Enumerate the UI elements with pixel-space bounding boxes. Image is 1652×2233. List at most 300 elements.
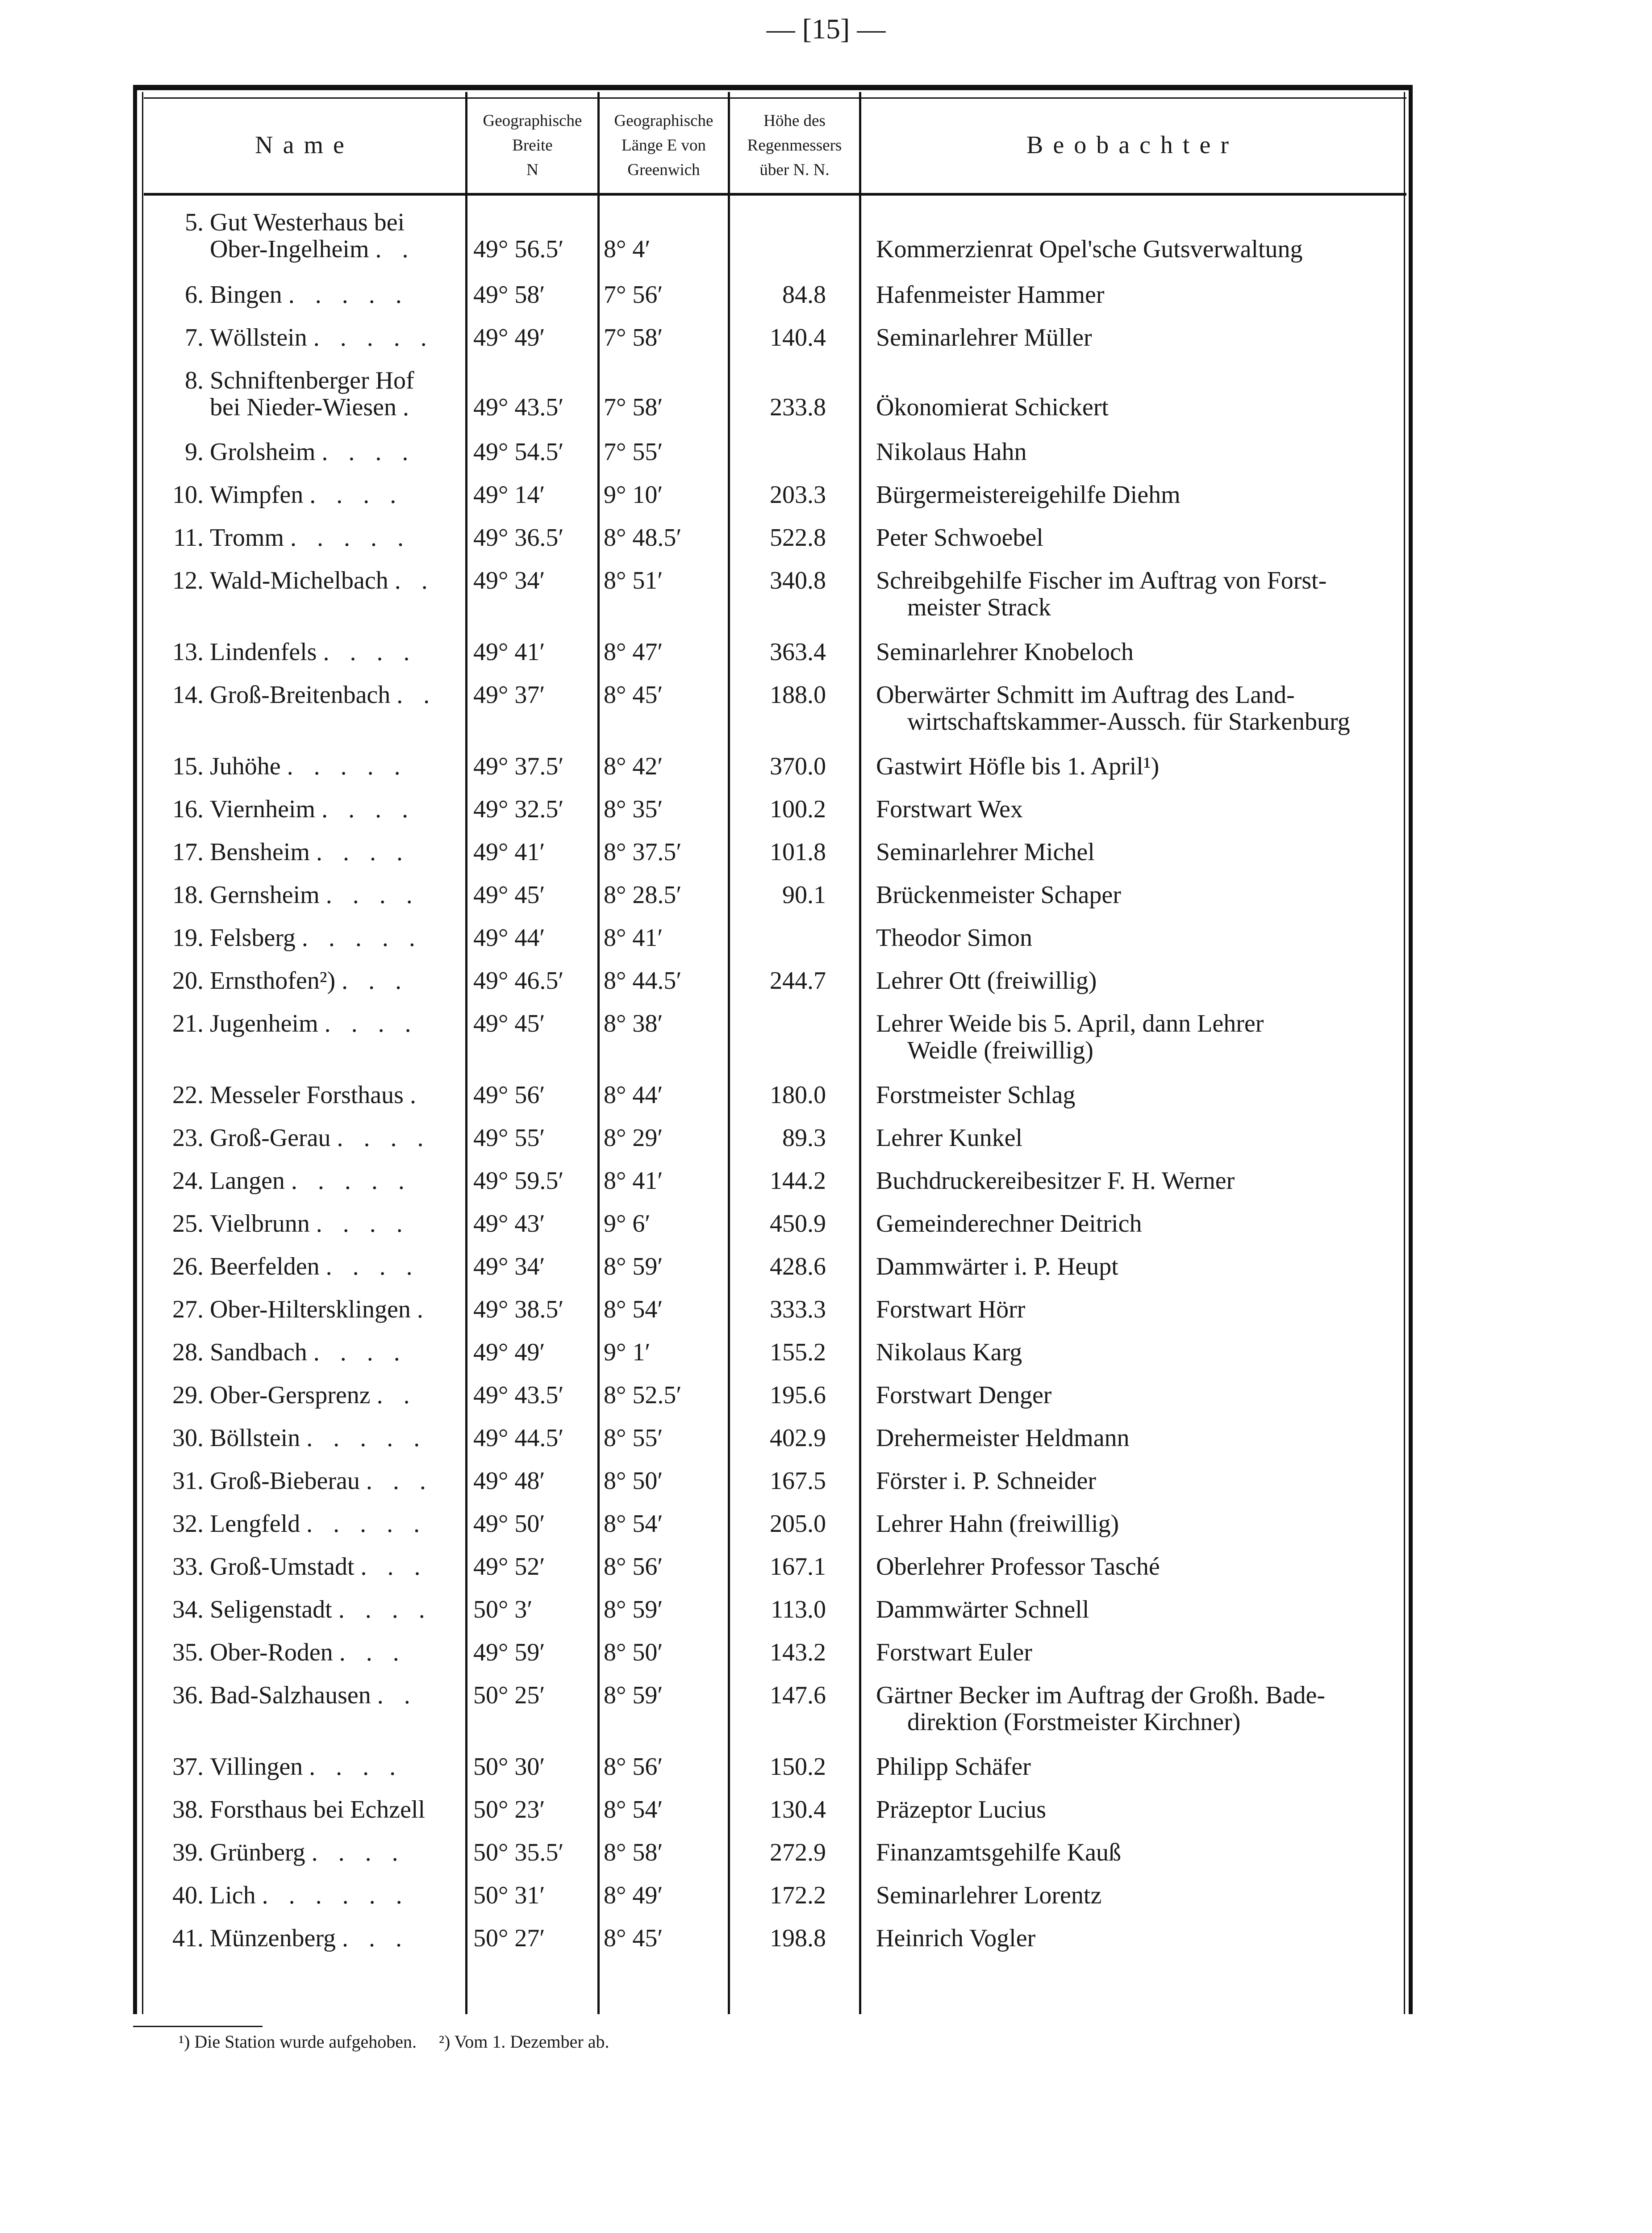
station-name: Lich — [210, 1882, 256, 1909]
longitude-cell: 8° 47′ — [604, 638, 663, 666]
station-number: 7. — [185, 324, 204, 351]
height-cell: 188.0 — [770, 681, 826, 709]
station-name: Wald-Michelbach — [210, 567, 388, 594]
station-number: 29. — [172, 1381, 204, 1409]
station-name: Ober-Roden — [210, 1639, 333, 1666]
height-cell: 370.0 — [770, 753, 826, 780]
header-longitude-line1: Geographische — [614, 111, 713, 130]
observer-text-line2: wirtschaftskammer-Aussch. für Starkenburg — [907, 708, 1350, 736]
header-observer-label: Beobachter — [1026, 131, 1239, 159]
station-name-cell — [151, 1125, 459, 1151]
observer-text: Forstwart Denger — [876, 1381, 1052, 1409]
station-number: 15. — [172, 753, 204, 780]
station-name-cell — [151, 1510, 459, 1537]
latitude-cell: 49° 44′ — [473, 924, 545, 952]
observer-cell — [876, 1639, 1398, 1666]
observer-cell — [876, 1253, 1398, 1280]
station-name-cell — [151, 1796, 459, 1823]
leader-dots: . . . . . — [287, 753, 408, 780]
height-cell: 167.1 — [770, 1553, 826, 1581]
observer-text: Oberwärter Schmitt im Auftrag des Land- — [876, 681, 1295, 709]
observer-text: Nikolaus Hahn — [876, 438, 1027, 466]
leader-dots: . . . . — [311, 1839, 405, 1866]
leader-dots: . . . . — [325, 881, 420, 909]
height-cell: 90.1 — [782, 881, 826, 909]
height-cell: 195.6 — [770, 1381, 826, 1409]
observer-cell — [876, 281, 1398, 308]
station-name-cell — [151, 924, 459, 951]
leader-dots: . . . . . — [288, 281, 409, 309]
observer-cell — [876, 1796, 1398, 1823]
station-name-cell — [151, 1296, 459, 1323]
observer-text: Seminarlehrer Lorentz — [876, 1882, 1102, 1909]
leader-dots: . . — [376, 1381, 417, 1409]
station-number: 23. — [172, 1124, 204, 1152]
latitude-cell: 49° 37′ — [473, 681, 545, 709]
observer-cell — [876, 839, 1398, 866]
station-number: 6. — [185, 281, 204, 309]
station-number: 11. — [173, 524, 204, 552]
station-number: 14. — [172, 681, 204, 709]
station-number: 31. — [172, 1467, 204, 1495]
observer-text: Seminarlehrer Knobeloch — [876, 638, 1134, 666]
station-name: Ernsthofen²) — [210, 967, 336, 995]
latitude-cell: 49° 45′ — [473, 1010, 545, 1037]
leader-dots: . . . . — [323, 638, 417, 666]
leader-dots: . . . . — [324, 1010, 418, 1037]
observer-text: Gärtner Becker im Auftrag der Großh. Bade- — [876, 1681, 1326, 1709]
observer-text: Theodor Simon — [876, 924, 1032, 952]
station-name: Lindenfels — [210, 638, 317, 666]
footnote-2: ²) Vom 1. Dezember ab. — [438, 2032, 609, 2052]
station-name: Wöllstein — [210, 324, 307, 351]
longitude-cell: 8° 28.5′ — [604, 881, 682, 909]
header-height — [730, 99, 859, 191]
height-cell: 363.4 — [770, 638, 826, 666]
station-name-cell — [151, 567, 459, 594]
longitude-cell: 8° 49′ — [604, 1882, 663, 1909]
observer-text: Finanzamtsgehilfe Kauß — [876, 1839, 1121, 1866]
station-number: 27. — [172, 1296, 204, 1323]
header-latitude-line1: Geographische — [483, 111, 582, 130]
station-number: 18. — [172, 881, 204, 909]
station-name-cell — [151, 753, 459, 780]
latitude-cell: 50° 23′ — [473, 1796, 545, 1823]
height-cell: 100.2 — [770, 795, 826, 823]
longitude-cell: 8° 41′ — [604, 924, 663, 952]
station-number: 13. — [172, 638, 204, 666]
station-name: Groß-Gerau — [210, 1124, 331, 1152]
leader-dots: . . . . . — [306, 1510, 427, 1538]
observer-text: Gastwirt Höfle bis 1. April¹) — [876, 753, 1160, 780]
station-number: 21. — [172, 1010, 204, 1037]
station-number: 39. — [172, 1839, 204, 1866]
latitude-cell: 49° 52′ — [473, 1553, 545, 1581]
observer-text: Präzeptor Lucius — [876, 1796, 1046, 1823]
station-name-cell — [151, 281, 459, 308]
header-longitude — [600, 99, 728, 191]
observer-cell — [876, 524, 1398, 551]
height-cell: 84.8 — [782, 281, 826, 309]
observer-cell — [876, 1167, 1398, 1194]
station-name-cell — [151, 682, 459, 708]
latitude-cell: 49° 43.5′ — [473, 393, 564, 421]
station-name: Groß-Umstadt — [210, 1553, 355, 1581]
height-cell: 340.8 — [770, 567, 826, 594]
longitude-cell: 8° 44.5′ — [604, 967, 682, 995]
station-name-cell — [151, 1682, 459, 1709]
observer-cell — [876, 882, 1398, 908]
station-name-cell — [151, 1925, 459, 1952]
observer-cell — [876, 753, 1398, 780]
column-rule-2 — [597, 92, 600, 2014]
station-number: 16. — [172, 795, 204, 823]
observer-text: Nikolaus Karg — [876, 1338, 1022, 1366]
column-rule-3 — [728, 92, 730, 2014]
leader-dots: . . . . . — [290, 524, 411, 552]
leader-dots: . . . — [366, 1467, 433, 1495]
station-name-cell — [151, 524, 459, 551]
latitude-cell: 49° 54.5′ — [473, 438, 564, 466]
station-number: 17. — [172, 838, 204, 866]
latitude-cell: 49° 56.5′ — [473, 235, 564, 263]
station-name: Grolsheim — [210, 438, 316, 466]
station-number: 5. — [185, 209, 204, 236]
height-cell: 140.4 — [770, 324, 826, 351]
station-name-cell — [151, 1882, 459, 1909]
longitude-cell: 8° 42′ — [604, 753, 663, 780]
header-latitude — [467, 99, 597, 191]
station-number: 9. — [185, 438, 204, 466]
height-cell: 428.6 — [770, 1253, 826, 1280]
station-name: Ober-Hiltersklingen — [210, 1296, 411, 1323]
header-height-line1: Höhe des — [763, 111, 826, 130]
footnote-separator — [133, 2026, 263, 2027]
observer-text: Forstmeister Schlag — [876, 1081, 1076, 1109]
station-name: Ober-Gersprenz — [210, 1381, 371, 1409]
leader-dots: . . . . — [316, 1210, 410, 1238]
leader-dots: . . . . — [313, 1338, 407, 1366]
station-name-line2: Ober-Ingelheim — [210, 235, 369, 263]
station-name-continued — [151, 236, 459, 263]
leader-dots: . . . . — [316, 838, 410, 866]
observer-cell — [876, 1296, 1398, 1323]
observer-cell — [876, 967, 1398, 994]
longitude-cell: 8° 29′ — [604, 1124, 663, 1152]
header-top-rule — [144, 97, 1406, 99]
height-cell: 155.2 — [770, 1338, 826, 1366]
height-cell: 522.8 — [770, 524, 826, 552]
observer-cell — [876, 567, 1398, 621]
leader-dots: . . . . — [321, 438, 416, 466]
longitude-cell: 8° 58′ — [604, 1839, 663, 1866]
observer-text: Hafenmeister Hammer — [876, 281, 1105, 309]
observer-text: Heinrich Vogler — [876, 1924, 1036, 1952]
station-name: Bensheim — [210, 838, 310, 866]
height-cell: 150.2 — [770, 1753, 826, 1781]
station-name-cell — [151, 1639, 459, 1666]
latitude-cell: 49° 44.5′ — [473, 1424, 564, 1452]
station-name-cell — [151, 1210, 459, 1237]
leader-dots: . . — [375, 235, 416, 263]
observer-cell — [876, 1753, 1398, 1780]
observer-text: Seminarlehrer Müller — [876, 324, 1092, 351]
observer-cell — [876, 924, 1398, 951]
height-cell: 147.6 — [770, 1681, 826, 1709]
observer-cell — [876, 1125, 1398, 1151]
longitude-cell: 8° 48.5′ — [604, 524, 682, 552]
observer-cell — [876, 236, 1398, 263]
latitude-cell: 49° 37.5′ — [473, 753, 564, 780]
latitude-cell: 49° 41′ — [473, 638, 545, 666]
observer-text: Lehrer Ott (freiwillig) — [876, 967, 1097, 995]
longitude-cell: 8° 52.5′ — [604, 1381, 682, 1409]
height-cell: 89.3 — [782, 1124, 826, 1152]
leader-dots: . — [417, 1296, 430, 1323]
station-name: Wimpfen — [210, 481, 304, 509]
station-name-cell — [151, 1382, 459, 1409]
height-cell: 333.3 — [770, 1296, 826, 1323]
station-number: 37. — [172, 1753, 204, 1781]
leader-dots: . . . . . — [301, 924, 422, 952]
leader-dots: . . . . — [321, 795, 416, 823]
height-cell: 113.0 — [771, 1596, 826, 1623]
longitude-cell: 8° 35′ — [604, 795, 663, 823]
longitude-cell: 8° 55′ — [604, 1424, 663, 1452]
longitude-cell: 7° 55′ — [604, 438, 663, 466]
latitude-cell: 49° 43′ — [473, 1210, 545, 1238]
station-name-cell — [151, 324, 459, 351]
observer-text: Bürgermeistereigehilfe Diehm — [876, 481, 1181, 509]
observer-text: Ökonomierat Schickert — [876, 393, 1109, 421]
longitude-cell: 8° 54′ — [604, 1296, 663, 1323]
leader-dots: . . . . — [325, 1253, 420, 1280]
station-number: 10. — [172, 481, 204, 509]
latitude-cell: 49° 58′ — [473, 281, 545, 309]
latitude-cell: 49° 56′ — [473, 1081, 545, 1109]
longitude-cell: 8° 56′ — [604, 1553, 663, 1581]
height-cell: 402.9 — [770, 1424, 826, 1452]
observer-text: Oberlehrer Professor Tasché — [876, 1553, 1160, 1581]
height-cell: 203.3 — [770, 481, 826, 509]
observer-cell — [876, 439, 1398, 465]
header-height-line3: über N. N. — [759, 160, 830, 179]
station-name-cell — [151, 1553, 459, 1580]
header-name — [144, 99, 465, 191]
station-number: 28. — [172, 1338, 204, 1366]
station-name-cell — [151, 481, 459, 508]
station-number: 33. — [172, 1553, 204, 1581]
latitude-cell: 49° 36.5′ — [473, 524, 564, 552]
station-name-cell — [151, 967, 459, 994]
column-rule-1 — [465, 92, 467, 2014]
longitude-cell: 8° 56′ — [604, 1753, 663, 1781]
latitude-cell: 49° 34′ — [473, 1253, 545, 1280]
latitude-cell: 49° 45′ — [473, 881, 545, 909]
station-number: 36. — [172, 1681, 204, 1709]
station-number: 32. — [172, 1510, 204, 1538]
observer-cell — [876, 1010, 1398, 1064]
station-number: 24. — [172, 1167, 204, 1195]
station-name: Langen — [210, 1167, 285, 1195]
latitude-cell: 50° 25′ — [473, 1681, 545, 1709]
observer-cell — [876, 394, 1398, 421]
leader-dots: . — [402, 393, 416, 421]
leader-dots: . . . . . — [313, 324, 434, 351]
header-latitude-line3: N — [526, 160, 538, 179]
station-name: Seligenstadt — [210, 1596, 332, 1623]
station-name: Tromm — [210, 524, 284, 552]
observer-cell — [876, 1553, 1398, 1580]
leader-dots: . . . . — [309, 481, 404, 509]
height-cell: 143.2 — [770, 1639, 826, 1666]
height-cell: 167.5 — [770, 1467, 826, 1495]
station-name-cell — [151, 1839, 459, 1866]
observer-cell — [876, 1082, 1398, 1108]
station-name: Sandbach — [210, 1338, 307, 1366]
station-name: Felsberg — [210, 924, 296, 952]
header-name-label: Name — [255, 131, 354, 159]
height-cell: 130.4 — [770, 1796, 826, 1823]
latitude-cell: 49° 59.5′ — [473, 1167, 564, 1195]
station-name: Bad-Salzhausen — [210, 1681, 371, 1709]
latitude-cell: 49° 46.5′ — [473, 967, 564, 995]
leader-dots: . . . . . — [306, 1424, 427, 1452]
observer-cell — [876, 324, 1398, 351]
station-name: Beerfelden — [210, 1253, 320, 1280]
longitude-cell: 8° 45′ — [604, 1924, 663, 1952]
station-name-cell — [151, 1010, 459, 1037]
station-name: Lengfeld — [210, 1510, 300, 1538]
height-cell: 205.0 — [770, 1510, 826, 1538]
leader-dots: . . . . — [337, 1124, 431, 1152]
height-cell: 244.7 — [770, 967, 826, 995]
longitude-cell: 9° 10′ — [604, 481, 663, 509]
station-number: 40. — [172, 1882, 204, 1909]
station-name-cell — [151, 1425, 459, 1451]
station-name: Villingen — [210, 1753, 303, 1781]
station-name-cell — [151, 839, 459, 866]
column-rule-4 — [859, 92, 861, 2014]
station-number: 34. — [172, 1596, 204, 1623]
station-name: Forsthaus bei Echzell — [210, 1796, 426, 1823]
observer-cell — [876, 682, 1398, 735]
station-number: 35. — [172, 1639, 204, 1666]
latitude-cell: 50° 31′ — [473, 1882, 545, 1909]
station-number: 38. — [172, 1796, 204, 1823]
latitude-cell: 49° 49′ — [473, 324, 545, 351]
station-name: Gut Westerhaus bei — [210, 209, 405, 236]
longitude-cell: 8° 45′ — [604, 681, 663, 709]
station-number: 19. — [172, 924, 204, 952]
longitude-cell: 8° 37.5′ — [604, 838, 682, 866]
station-name-cell — [151, 882, 459, 908]
observer-text-line2: meister Strack — [907, 594, 1051, 621]
table-inner-left-rule — [142, 92, 143, 2014]
longitude-cell: 8° 59′ — [604, 1253, 663, 1280]
station-name-cell — [151, 1339, 459, 1366]
observer-text: Peter Schwoebel — [876, 524, 1043, 552]
station-name: Juhöhe — [210, 753, 281, 780]
longitude-cell: 8° 59′ — [604, 1596, 663, 1623]
leader-dots: . . — [377, 1681, 417, 1709]
longitude-cell: 8° 41′ — [604, 1167, 663, 1195]
leader-dots: . — [409, 1081, 423, 1109]
observer-cell — [876, 1339, 1398, 1366]
header-longitude-line3: Greenwich — [627, 160, 700, 179]
longitude-cell: 8° 4′ — [604, 235, 651, 263]
station-name: Schniftenberger Hof — [210, 367, 414, 394]
station-name-cell — [151, 439, 459, 465]
longitude-cell: 7° 56′ — [604, 281, 663, 309]
station-name-cell — [151, 639, 459, 665]
station-name-cell — [151, 1167, 459, 1194]
station-name: Viernheim — [210, 795, 316, 823]
table-inner-right-rule — [1404, 92, 1405, 2014]
station-number: 41. — [172, 1924, 204, 1952]
station-name-cell — [151, 1596, 459, 1623]
longitude-cell: 7° 58′ — [604, 393, 663, 421]
observer-text: Forstwart Wex — [876, 795, 1023, 823]
leader-dots: . . . — [342, 1924, 409, 1952]
station-number: 22. — [172, 1081, 204, 1109]
header-longitude-line2: Länge E von — [621, 136, 706, 155]
station-name-cell — [151, 1753, 459, 1780]
observer-text: Gemeinderechner Deitrich — [876, 1210, 1142, 1238]
leader-dots: . . . . — [309, 1753, 403, 1781]
station-name-cell — [151, 1082, 459, 1108]
station-name-continued — [151, 394, 459, 421]
observer-text: Philipp Schäfer — [876, 1753, 1031, 1781]
observer-cell — [876, 1425, 1398, 1451]
observer-text: Forstwart Hörr — [876, 1296, 1026, 1323]
station-number: 20. — [172, 967, 204, 995]
station-number: 8. — [185, 367, 204, 394]
longitude-cell: 7° 58′ — [604, 324, 663, 351]
latitude-cell: 49° 14′ — [473, 481, 545, 509]
latitude-cell: 50° 30′ — [473, 1753, 545, 1781]
latitude-cell: 50° 35.5′ — [473, 1839, 564, 1866]
station-name-cell — [151, 796, 459, 823]
latitude-cell: 49° 50′ — [473, 1510, 545, 1538]
header-bottom-rule — [144, 193, 1406, 196]
footnote-1: ¹) Die Station wurde aufgehoben. — [179, 2032, 417, 2052]
observer-text: Förster i. P. Schneider — [876, 1467, 1097, 1495]
station-number: 26. — [172, 1253, 204, 1280]
observer-text: Lehrer Hahn (freiwillig) — [876, 1510, 1119, 1538]
latitude-cell: 49° 43.5′ — [473, 1381, 564, 1409]
observer-text: Lehrer Weide bis 5. April, dann Lehrer — [876, 1010, 1264, 1037]
latitude-cell: 50° 27′ — [473, 1924, 545, 1952]
observer-text: Drehermeister Heldmann — [876, 1424, 1130, 1452]
observer-cell — [876, 1382, 1398, 1409]
height-cell: 272.9 — [770, 1839, 826, 1866]
station-name: Münzenberg — [210, 1924, 336, 1952]
station-name: Jugenheim — [210, 1010, 318, 1037]
longitude-cell: 8° 59′ — [604, 1681, 663, 1709]
latitude-cell: 49° 41′ — [473, 838, 545, 866]
observer-cell — [876, 1596, 1398, 1623]
longitude-cell: 9° 1′ — [604, 1338, 651, 1366]
latitude-cell: 49° 34′ — [473, 567, 545, 594]
observer-cell — [876, 1925, 1398, 1952]
station-name: Gernsheim — [210, 881, 320, 909]
height-cell: 101.8 — [770, 838, 826, 866]
station-name-cell — [151, 209, 459, 263]
station-name: Vielbrunn — [210, 1210, 310, 1238]
observer-cell — [876, 1882, 1398, 1909]
station-name: Grünberg — [210, 1839, 305, 1866]
